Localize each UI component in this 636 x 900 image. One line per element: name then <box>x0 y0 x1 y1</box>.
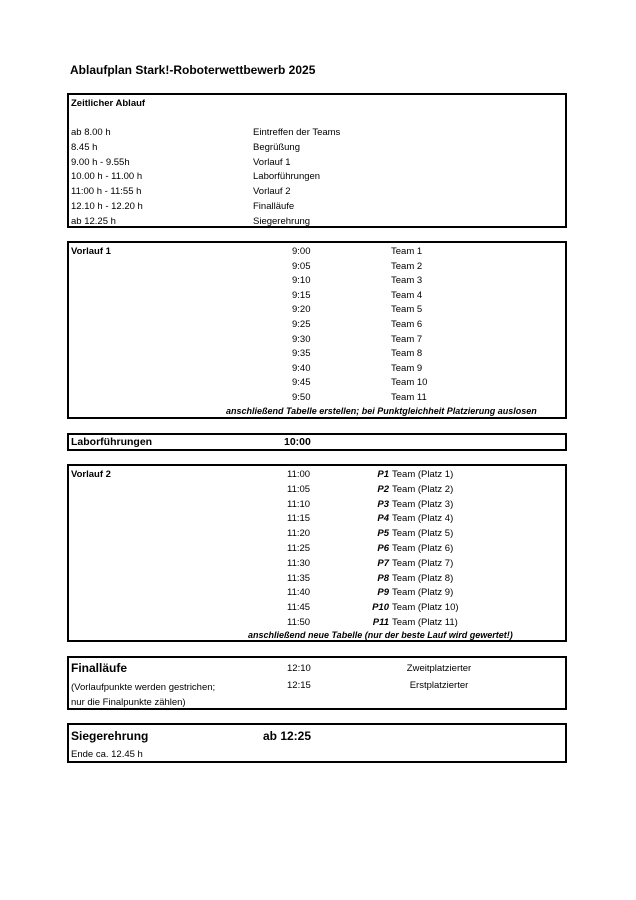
vorlauf2-team: Team (Platz 5) <box>392 528 454 540</box>
schedule-time: ab 8.00 h <box>71 127 111 138</box>
vorlauf2-team: Team (Platz 4) <box>392 513 454 525</box>
vorlauf1-team: Team 9 <box>391 362 423 374</box>
vorlauf2-time: 11:35 <box>287 572 311 584</box>
vorlauf2-time: 11:05 <box>287 483 311 495</box>
vorlauf2-team: Team (Platz 9) <box>392 587 454 599</box>
final-heading: Finalläufe <box>71 661 128 675</box>
schedule-heading: Zeitlicher Ablauf <box>71 98 146 109</box>
labor-box <box>67 433 567 451</box>
vorlauf2-position: P8 <box>377 572 389 584</box>
sieger-heading: Siegerehrung <box>71 729 149 743</box>
final-team: Erstplatzierter <box>409 680 469 691</box>
vorlauf2-note: anschließend neue Tabelle (nur der beste Lauf wird gewertet!) <box>248 630 513 640</box>
vorlauf2-time: 11:45 <box>287 602 311 614</box>
final-time: 12:15 <box>287 680 311 691</box>
final-time: 12:10 <box>287 663 311 674</box>
schedule-event: Laborführungen <box>253 171 321 183</box>
vorlauf1-time: 9:00 <box>292 246 311 257</box>
sieger-box <box>67 723 567 763</box>
vorlauf2-time: 11:30 <box>287 557 311 569</box>
schedule-event: Finalläufe <box>253 201 295 212</box>
final-note-line1: (Vorlaufpunkte werden gestrichen; <box>71 682 216 693</box>
schedule-event: Begrüßung <box>253 141 301 153</box>
vorlauf1-heading: Vorlauf 1 <box>71 246 111 257</box>
vorlauf2-team: Team (Platz 11) <box>392 617 458 628</box>
sieger-time: ab 12:25 <box>263 729 312 743</box>
final-box <box>67 656 567 710</box>
vorlauf2-position: P10 <box>372 602 389 614</box>
schedule-box <box>67 93 567 228</box>
vorlauf2-heading: Vorlauf 2 <box>71 469 111 480</box>
vorlauf1-time: 9:20 <box>292 304 311 316</box>
vorlauf1-time: 9:30 <box>292 333 311 345</box>
vorlauf2-time: 11:00 <box>287 469 311 480</box>
vorlauf2-time: 11:20 <box>287 528 311 540</box>
vorlauf1-note: anschließend Tabelle erstellen; bei Punktgleichheit Platzierung auslosen <box>226 406 537 416</box>
vorlauf1-team: Team 11 <box>391 392 427 403</box>
vorlauf2-team: Team (Platz 8) <box>392 572 454 584</box>
vorlauf1-time: 9:50 <box>292 392 311 403</box>
vorlauf2-position: P11 <box>372 617 389 628</box>
vorlauf2-position: P2 <box>377 483 389 495</box>
vorlauf1-time: 9:35 <box>292 348 311 360</box>
vorlauf2-position: P7 <box>377 557 389 569</box>
vorlauf1-team: Team 10 <box>391 377 428 389</box>
vorlauf2-time: 11:50 <box>287 617 311 628</box>
final-note-line2: nur die Finalpunkte zählen) <box>71 697 186 708</box>
vorlauf1-team: Team 7 <box>391 333 423 345</box>
vorlauf2-team: Team (Platz 10) <box>392 602 459 614</box>
vorlauf2-position: P1 <box>377 469 389 480</box>
vorlauf1-team: Team 6 <box>391 319 423 330</box>
vorlauf1-team: Team 1 <box>391 246 423 257</box>
vorlauf1-time: 9:45 <box>292 377 311 389</box>
vorlauf1-team: Team 2 <box>391 260 423 272</box>
vorlauf1-time: 9:40 <box>292 362 311 374</box>
vorlauf1-team: Team 3 <box>391 275 423 287</box>
vorlauf2-time: 11:25 <box>287 543 311 554</box>
vorlauf1-team: Team 8 <box>391 348 423 360</box>
schedule-event: Vorlauf 1 <box>253 156 291 168</box>
schedule-time: ab 12.25 h <box>71 215 116 227</box>
labor-time: 10:00 <box>284 436 311 448</box>
vorlauf2-position: P5 <box>377 528 389 540</box>
schedule-time: 11:00 h - 11:55 h <box>71 186 142 198</box>
page-title: Ablaufplan Stark!-Roboterwettbewerb 2025 <box>70 63 316 77</box>
vorlauf2-box <box>67 464 567 642</box>
vorlauf2-time: 11:10 <box>287 498 311 510</box>
vorlauf1-box <box>67 241 567 419</box>
vorlauf2-position: P3 <box>377 498 389 510</box>
schedule-time: 12.10 h - 12.20 h <box>71 201 143 212</box>
schedule-event: Eintreffen der Teams <box>253 127 341 138</box>
vorlauf1-team: Team 5 <box>391 304 423 316</box>
schedule-event: Siegerehrung <box>253 215 311 227</box>
vorlauf1-time: 9:10 <box>292 275 311 287</box>
labor-label: Laborführungen <box>71 436 153 448</box>
vorlauf2-team: Team (Platz 6) <box>392 543 454 554</box>
vorlauf2-time: 11:40 <box>287 587 311 599</box>
vorlauf1-team: Team 4 <box>391 289 423 301</box>
vorlauf2-team: Team (Platz 3) <box>392 498 454 510</box>
vorlauf2-team: Team (Platz 1) <box>392 469 454 480</box>
vorlauf2-team: Team (Platz 2) <box>392 483 454 495</box>
vorlauf1-time: 9:25 <box>292 319 311 330</box>
vorlauf2-team: Team (Platz 7) <box>392 557 454 569</box>
schedule-event: Vorlauf 2 <box>253 186 291 198</box>
vorlauf1-time: 9:05 <box>292 260 311 272</box>
schedule-time: 10.00 h - 11.00 h <box>71 171 143 183</box>
vorlauf2-time: 11:15 <box>287 513 311 525</box>
vorlauf2-position: P6 <box>377 543 389 554</box>
vorlauf2-position: P4 <box>377 513 389 525</box>
schedule-time: 8.45 h <box>71 141 98 153</box>
vorlauf2-position: P9 <box>377 587 389 599</box>
schedule-time: 9.00 h - 9.55h <box>71 156 130 168</box>
sieger-end: Ende ca. 12.45 h <box>71 749 143 760</box>
final-team: Zweitplatzierter <box>406 663 472 674</box>
vorlauf1-time: 9:15 <box>292 289 311 301</box>
